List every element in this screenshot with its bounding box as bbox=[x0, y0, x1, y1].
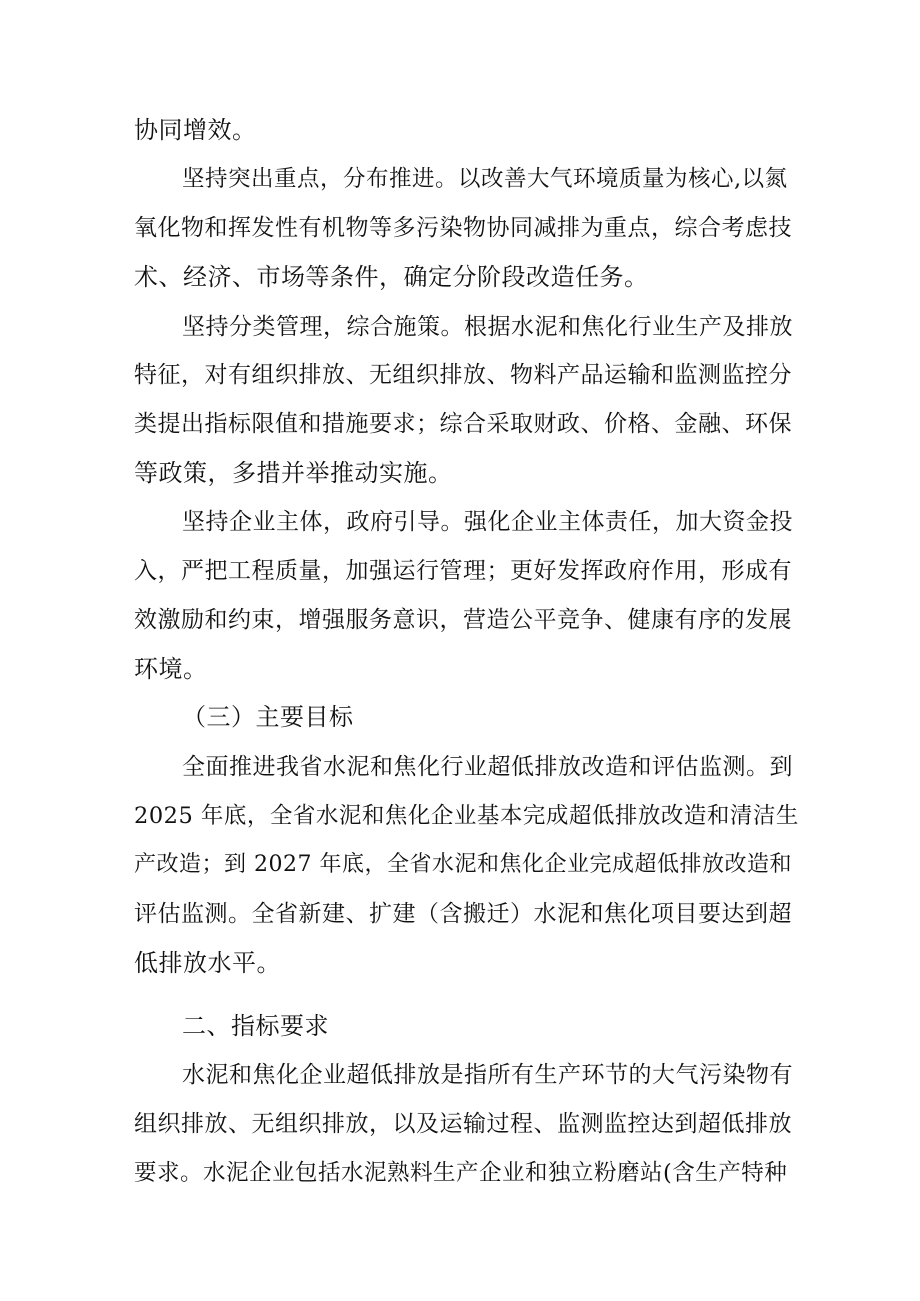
text-line: 全面推进我省水泥和焦化行业超低排放改造和评估监测。到 bbox=[182, 754, 793, 780]
text-line: 类提出指标限值和措施要求；综合采取财政、价格、金融、环保 bbox=[134, 411, 792, 437]
text-line: 坚持分类管理，综合施策。根据水泥和焦化行业生产及排放 bbox=[182, 314, 793, 340]
text-line: 要求。水泥企业包括水泥熟料生产企业和独立粉磨站(含生产特种 bbox=[134, 1160, 788, 1186]
text-line: 入，严把工程质量，加强运行管理；更好发挥政府作用，形成有 bbox=[134, 558, 792, 584]
text-line: 坚持企业主体，政府引导。强化企业主体责任，加大资金投 bbox=[182, 509, 793, 535]
text-line: 等政策，多措并举推动实施。 bbox=[134, 459, 453, 487]
section-heading: （三）主要目标 bbox=[182, 703, 354, 731]
text-line: 协同增效。 bbox=[134, 116, 257, 144]
text-line: 特征，对有组织排放、无组织排放、物料产品运输和监测监控分 bbox=[134, 362, 792, 388]
text-line: 环境。 bbox=[134, 655, 208, 683]
text-line: 评估监测。全省新建、扩建（含搬迁）水泥和焦化项目要达到超 bbox=[134, 901, 792, 927]
text-line: 术、经济、市场等条件，确定分阶段改造任务。 bbox=[134, 263, 649, 291]
text-line: 产改造；到 2027 年底，全省水泥和焦化企业完成超低排放改造和 bbox=[134, 852, 792, 877]
section-heading: 二、指标要求 bbox=[182, 1012, 329, 1040]
text-line: 氧化物和挥发性有机物等多污染物协同减排为重点，综合考虑技 bbox=[134, 215, 792, 241]
text-line: 效激励和约束，增强服务意识，营造公平竞争、健康有序的发展 bbox=[134, 607, 792, 633]
text-line: 组织排放、无组织排放，以及运输过程、监测监控达到超低排放 bbox=[134, 1111, 792, 1137]
text-line: 水泥和焦化企业超低排放是指所有生产环节的大气污染物有 bbox=[182, 1062, 793, 1088]
text-line: 低排放水平。 bbox=[134, 949, 281, 977]
text-line: 2025 年底，全省水泥和焦化企业基本完成超低排放改造和清洁生 bbox=[134, 803, 799, 829]
text-line: 坚持突出重点，分布推进。以改善大气环境质量为核心,以氮 bbox=[182, 166, 788, 192]
